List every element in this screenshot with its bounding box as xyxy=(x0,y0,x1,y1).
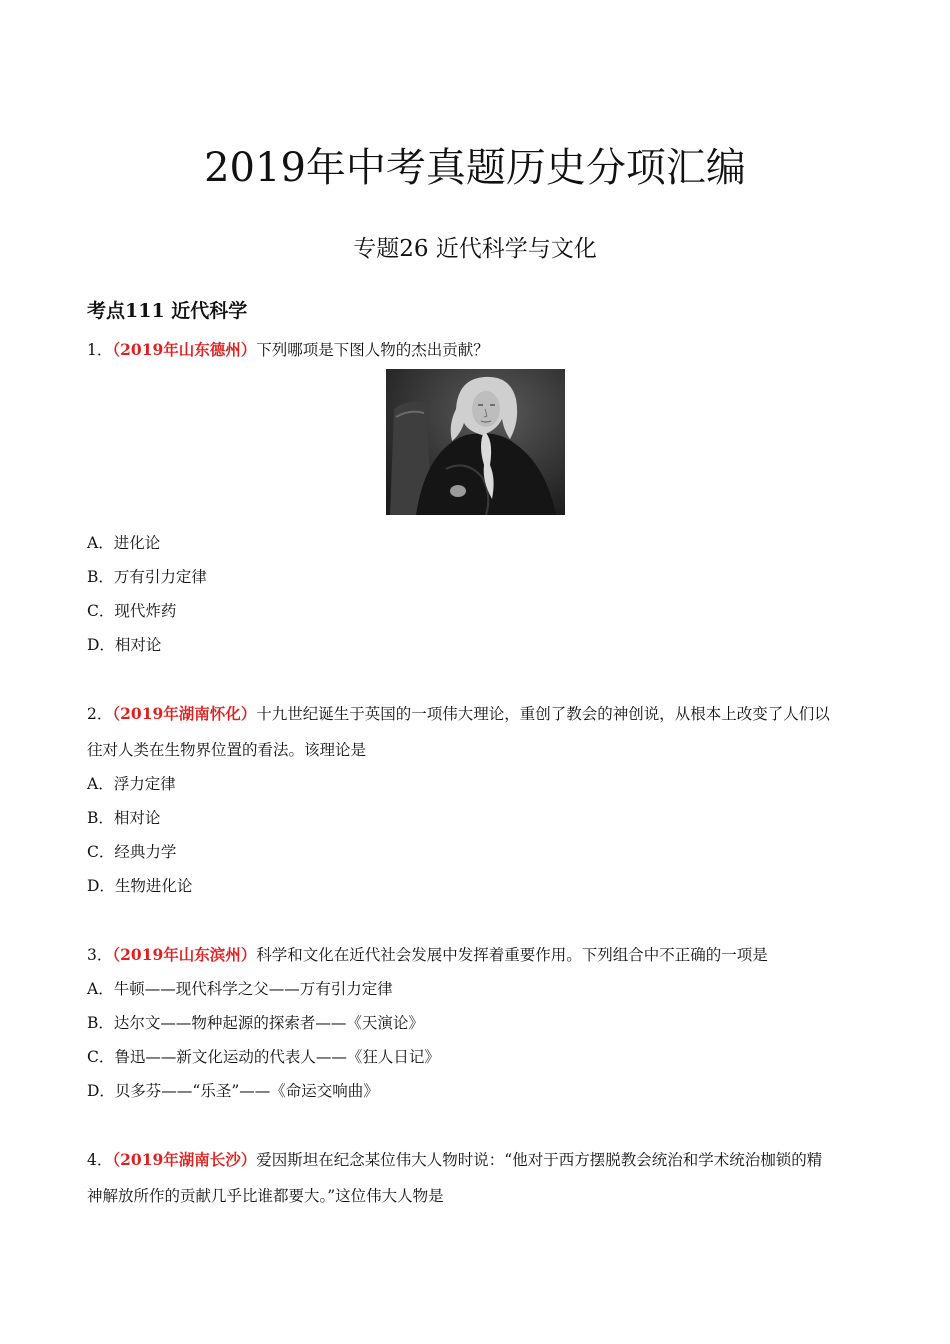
option-1b: B．万有引力定律 xyxy=(87,568,207,586)
option-1a: A．进化论 xyxy=(87,534,161,552)
option-3b: B．达尔文——物种起源的探索者——《天演论》 xyxy=(87,1014,424,1032)
option-2b: B．相对论 xyxy=(87,809,161,827)
option-2d: D．生物进化论 xyxy=(87,877,193,895)
question-source: （2019年湖南怀化） xyxy=(112,704,257,723)
question-stem: 科学和文化在近代社会发展中发挥着重要作用。下列组合中不正确的一项是 xyxy=(256,946,768,964)
question-4 xyxy=(87,1148,822,1170)
question-2 xyxy=(87,702,830,724)
option-3a: A．牛顿——现代科学之父——万有引力定律 xyxy=(87,980,393,998)
section-heading: 考点111 近代科学 xyxy=(87,300,248,322)
question-number: 2． xyxy=(87,705,113,723)
question-stem-line1: 十九世纪诞生于英国的一项伟大理论，重创了教会的神创说，从根本上改变了人们以 xyxy=(256,705,830,723)
option-2c: C．经典力学 xyxy=(87,843,177,861)
question-number: 1． xyxy=(87,341,113,359)
question-stem-line1: 爱因斯坦在纪念某位伟大人物时说：“他对于西方摆脱教会统治和学术统治枷锁的精 xyxy=(256,1151,823,1169)
option-3d: D．贝多芬——“乐圣”——《命运交响曲》 xyxy=(87,1082,379,1100)
question-source: （2019年山东德州） xyxy=(112,340,257,359)
option-3c: C．鲁迅——新文化运动的代表人——《狂人日记》 xyxy=(87,1048,440,1066)
option-1d: D．相对论 xyxy=(87,636,162,654)
question-2-continued: 往对人类在生物界位置的看法。该理论是 xyxy=(87,741,367,759)
topic-subtitle: 专题26 近代科学与文化 xyxy=(353,236,597,262)
option-1c: C．现代炸药 xyxy=(87,602,177,620)
question-source: （2019年山东滨州） xyxy=(112,945,257,964)
question-4-continued: 神解放所作的贡献几乎比谁都要大。”这位伟大人物是 xyxy=(87,1187,444,1205)
question-source: （2019年湖南长沙） xyxy=(112,1150,257,1169)
newton-portrait-image xyxy=(386,369,565,515)
question-number: 3． xyxy=(87,946,113,964)
question-stem: 下列哪项是下图人物的杰出贡献？ xyxy=(256,341,489,359)
question-1 xyxy=(87,338,489,360)
document-title: 2019年中考真题历史分项汇编 xyxy=(204,145,746,191)
portrait-illustration xyxy=(386,369,565,515)
question-number: 4． xyxy=(87,1151,113,1169)
question-3 xyxy=(87,943,768,965)
option-2a: A．浮力定律 xyxy=(87,775,176,793)
